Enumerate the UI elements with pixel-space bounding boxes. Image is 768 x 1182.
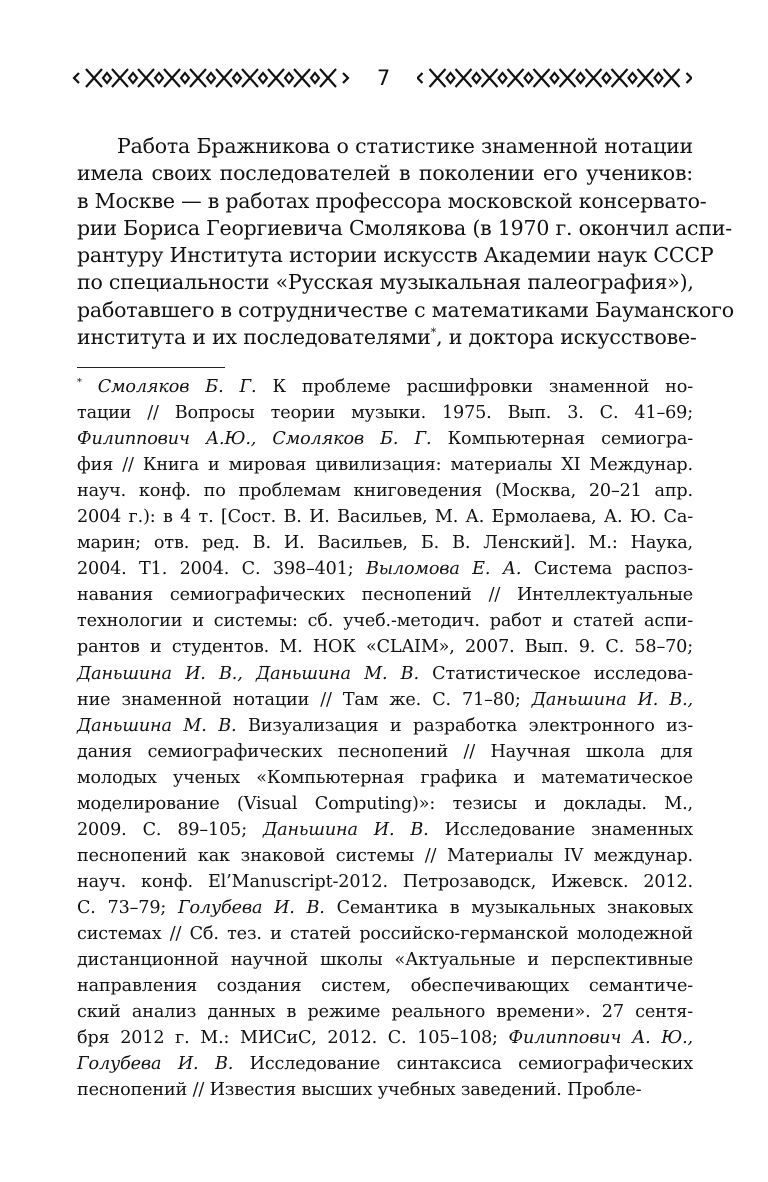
citation-text: 2004. Т1. 2004. С. 398–401; [77, 559, 366, 580]
footnote-line [77, 843, 693, 869]
page-header [72, 62, 692, 94]
citation-text: 2009. С. 89–105; [77, 819, 263, 840]
citation-author: Филиппович А.Ю., Смоляков Б. Г. [77, 429, 432, 450]
page-number: 7 [376, 66, 391, 90]
citation-text: песнопений // Известия высших учебных заведений. Пробле- [77, 1080, 642, 1101]
footnote-line [77, 452, 693, 478]
footnote-line [77, 582, 693, 608]
citation-text: дания семиографических песнопений // Научная школа для [77, 741, 693, 762]
footnote-line [77, 661, 693, 687]
ornament-right-icon [417, 66, 692, 90]
citation-author: Смоляков Б. Г. [97, 377, 257, 397]
citation-text: Визуализация и разработка электронного из- [236, 715, 694, 736]
citation-text: ский анализ данных в режиме реального времени». 27 сентя- [77, 1002, 693, 1023]
paragraph-line [77, 324, 697, 351]
citation-text: технологии и системы: сб. учеб.-методич. работ и статей аспи- [77, 611, 693, 632]
citation-text: Система распоз- [521, 559, 693, 580]
citation-text: рантов и студентов. М. НОК «CLAIM», 2007. Вып. 9. С. 58–70; [77, 637, 693, 658]
footnote-line [77, 791, 693, 817]
footnote-line [77, 921, 693, 947]
citation-text: науч. конф. El’Manuscript-2012. Петрозаводск, Ижевск. 2012. [77, 871, 693, 892]
footnote-line [77, 973, 693, 999]
paragraph-text: института и их последователями [77, 325, 431, 350]
paragraph-line: имела своих последователей в поколении его учеников: [77, 161, 693, 186]
footnote-line [77, 478, 693, 504]
citation-text: Исследование знаменных [428, 819, 694, 840]
citation-author: Филиппович А. Ю., [508, 1028, 693, 1049]
footnote-line [77, 400, 693, 426]
citation-author: Выломова Е. А. [365, 559, 522, 580]
citation-text: направления создания систем, обеспечивающих семантиче- [77, 976, 693, 997]
footnote-line [77, 1077, 693, 1103]
citation-text [82, 377, 98, 397]
citation-text: навания семиографических песнопений // Интеллектуальные [77, 585, 693, 606]
footnote-line [77, 530, 693, 556]
footnote-line [77, 817, 693, 843]
paragraph-text: , и доктора искусствове- [436, 325, 697, 350]
footnote-line [77, 869, 693, 895]
footnote-line [77, 608, 693, 634]
footnote-line [77, 739, 693, 765]
citation-text: ние знаменной нотации // Там же. С. 71–80; [77, 689, 532, 710]
citation-author: Голубева И. В. [77, 1054, 234, 1075]
citation-text: К проблеме расшифровки знаменной но- [256, 377, 693, 397]
footnote-line [77, 1025, 693, 1051]
footnote-line [77, 1051, 693, 1077]
paragraph-line: работавшего в сотрудничестве с математиками Бауманского [77, 297, 734, 322]
citation-text: песнопений как знаковой системы // Материалы IV междунар. [77, 845, 693, 866]
paragraph-line: рантуру Института истории искусств Академии наук СССР [77, 243, 714, 268]
citation-text: моделирование (Visual Computing)»: тезисы и доклады. М., [77, 793, 693, 814]
citation-author: Даньшина И. В., [531, 689, 693, 710]
citation-text: 2004 г.): в 4 т. [Сост. В. И. Васильев, М. А. Ермолаева, А. Ю. Са- [77, 507, 693, 528]
citation-text: Семантика в музыкальных знаковых [324, 897, 693, 918]
footnote-line [77, 947, 693, 973]
footnote-line [77, 765, 693, 791]
citation-text: науч. конф. по проблемам книговедения (Москва, 20–21 апр. [77, 481, 693, 502]
citation-text: молодых ученых «Компьютерная графика и математическое [77, 767, 693, 788]
paragraph-line: по специальности «Русская музыкальная палеография»), [77, 270, 694, 295]
main-paragraph [77, 133, 734, 351]
citation-text: С. 73–79; [77, 897, 178, 918]
footnote-line [77, 999, 693, 1025]
citation-text: фия // Книга и мировая цивилизация: материалы XI Междунар. [77, 455, 693, 476]
footnote-line [77, 556, 693, 582]
citation-text: системах // Сб. тез. и статей российско-германской молодежной [77, 923, 693, 944]
citation-text: дистанционной научной школы «Актуальные и перспективные [77, 950, 693, 971]
paragraph-line: в Москве — в работах профессора московской консервато- [77, 188, 707, 213]
footnote-line [77, 374, 693, 400]
citation-text: бря 2012 г. М.: МИСиС, 2012. С. 105–108; [77, 1028, 509, 1049]
ornament-left-icon [72, 66, 350, 90]
footnote-line [77, 426, 693, 452]
citation-text: Исследование синтаксиса семиографических [233, 1054, 693, 1075]
paragraph-line: Работа Бражникова о статистике знаменной нотации [117, 134, 693, 158]
footnote-line [77, 634, 693, 660]
citation-author: Голубева И. В. [177, 897, 325, 918]
citation-author: Даньшина И. В. [262, 819, 429, 840]
citation-text: тации // Вопросы теории музыки. 1975. Вып. 3. С. 41–69; [77, 403, 693, 424]
citation-text: Компьютерная семиогра- [431, 429, 693, 450]
footnote [77, 374, 693, 1103]
footnote-reference[interactable]: * [430, 326, 437, 340]
footnote-line [77, 504, 693, 530]
citation-author: Даньшина М. В. [77, 715, 237, 736]
citation-text: марин; отв. ред. В. И. Васильев, Б. В. Ленский]. М.: Наука, [77, 533, 693, 554]
paragraph-line: рии Бориса Георгиевича Смолякова (в 1970 г. окончил аспи- [77, 215, 732, 240]
footnote-line [77, 713, 693, 739]
footnote-mark: * [77, 377, 82, 389]
footnote-line [77, 687, 693, 713]
footnote-divider [77, 367, 225, 368]
citation-author: Даньшина И. В., Даньшина М. В. [77, 663, 419, 684]
footnote-line [77, 895, 693, 921]
citation-text: Статистическое исследова- [418, 663, 693, 684]
